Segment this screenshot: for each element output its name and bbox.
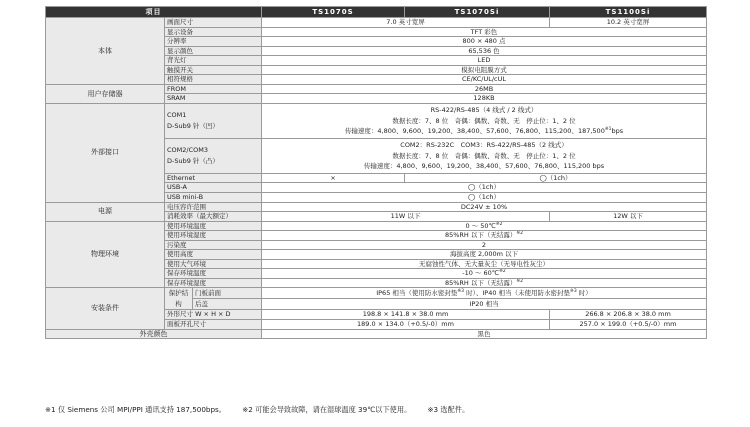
cell-value: 189.0 × 134.0（+0.5/-0）mm <box>262 320 550 330</box>
cell-value: 128KB <box>262 94 707 104</box>
cell-value: 海拔高度 2,000m 以下 <box>262 250 707 260</box>
note-ref: ※3 <box>457 289 465 295</box>
com2-label-line: COM2/COM3 <box>167 146 208 155</box>
category-power: 电源 <box>46 202 165 221</box>
note-ref: ※2 <box>516 231 524 237</box>
cell-value <box>262 278 707 288</box>
category-install: 安装条件 <box>46 288 165 329</box>
footnote: ※3 选配件。 <box>427 405 470 414</box>
cell-value <box>262 288 707 299</box>
header-item: 项目 <box>46 7 262 18</box>
cell-value: ◯（1ch） <box>262 183 707 193</box>
value-text: IP65 相当（使用防水密封垫 <box>376 289 458 298</box>
row-label: 相符规格 <box>165 75 262 85</box>
cell-value: TFT 彩色 <box>262 27 707 37</box>
cell-value: 12W 以下 <box>550 212 707 222</box>
cell-value-com1 <box>262 103 707 138</box>
com1-line: 数据长度：7、8 位 奇偶：偶数、奇数、无 停止位：1、2 位 <box>392 116 576 125</box>
cell-value: 800 × 480 点 <box>262 37 707 47</box>
cell-value: 7.0 英寸宽屏 <box>262 18 550 28</box>
cell-value <box>262 269 707 279</box>
row-label: 后盖 <box>193 299 262 310</box>
cell-value: 黑色 <box>262 329 707 339</box>
table-row <box>46 84 707 94</box>
cell-value: 26MB <box>262 84 707 94</box>
cell-value: × <box>262 173 405 183</box>
row-label: 画面尺寸 <box>165 18 262 28</box>
table-row <box>46 329 707 339</box>
value-text: 时）、IP40 相当（未使用防水密封垫 <box>464 289 571 298</box>
table-row <box>46 202 707 212</box>
cell-value: 198.8 × 141.8 × 38.0 mm <box>262 310 550 320</box>
value-text: 85%RH 以下（无结露） <box>444 278 517 287</box>
row-label: Ethernet <box>165 173 262 183</box>
cell-value: LED <box>262 56 707 66</box>
note-ref: ※1 <box>604 127 612 133</box>
com1-line-speed <box>264 126 704 137</box>
header-row <box>46 7 707 18</box>
row-label: 面板开孔尺寸 <box>165 320 262 330</box>
cell-value <box>262 231 707 241</box>
row-label: 门板前面 <box>193 288 262 299</box>
cell-value: 11W 以下 <box>262 212 550 222</box>
com2-label-line: D-Sub9 针（凸） <box>167 156 219 165</box>
category-interfaces: 外部接口 <box>46 103 165 202</box>
com1-label-line: D-Sub9 针（凹） <box>167 121 219 130</box>
row-label-com2 <box>165 138 262 173</box>
category-environment: 物理环境 <box>46 221 165 288</box>
row-label: FROM <box>165 84 262 94</box>
row-label: SRAM <box>165 94 262 104</box>
cell-value: 65,536 色 <box>262 46 707 56</box>
note-ref: ※2 <box>516 278 524 284</box>
header-model-ts1070si: TS1070Si <box>405 7 550 18</box>
spec-table <box>45 6 707 339</box>
row-label: 显示颜色 <box>165 46 262 56</box>
footnote: ※2 可能会导致故障，请在湿球温度 39℃以下使用。 <box>242 405 412 414</box>
row-label: 使用环境湿度 <box>165 231 262 241</box>
row-label: 分辨率 <box>165 37 262 47</box>
value-text: 0 ～ 50℃ <box>465 221 496 230</box>
com1-line: RS-422/RS-485（4 线式 / 2 线式） <box>430 106 538 115</box>
note-ref: ※3 <box>570 289 577 295</box>
cell-value <box>262 221 707 231</box>
cell-value-com2 <box>262 138 707 173</box>
row-label: 使用环境温度 <box>165 221 262 231</box>
cell-value: ◯（1ch） <box>262 193 707 203</box>
cell-value: 10.2 英寸宽屏 <box>550 18 707 28</box>
category-housing: 外壳颜色 <box>46 329 262 339</box>
value-text: 时） <box>576 289 592 298</box>
com1-label-line: COM1 <box>167 111 187 120</box>
com2-line: 数据长度：7、8 位 奇偶：偶数、奇数、无 停止位：1、2 位 <box>392 151 576 160</box>
cell-value: IP20 相当 <box>262 299 707 310</box>
table-row <box>46 18 707 28</box>
cell-value: 266.8 × 206.8 × 38.0 mm <box>550 310 707 320</box>
note-ref: ※2 <box>495 221 503 227</box>
header-model-ts1070s: TS1070S <box>262 7 405 18</box>
row-label: 背光灯 <box>165 56 262 66</box>
table-row <box>46 288 707 299</box>
header-model-ts1100si: TS1100Si <box>550 7 707 18</box>
com2-line: 传输速度：4,800、9,600、19,200、38,400、57,600、76,800、115,200 bps <box>363 162 605 171</box>
row-label: 使用高度 <box>165 250 262 260</box>
row-label: 外形尺寸 W × H × D <box>165 310 262 320</box>
row-label: 电压容许范围 <box>165 202 262 212</box>
cell-value: 模拟电阻膜方式 <box>262 65 707 75</box>
category-storage: 用户存储器 <box>46 84 165 103</box>
cell-value: CE/KC/UL/cUL <box>262 75 707 85</box>
row-label: 消耗效率（最大额定） <box>165 212 262 222</box>
row-label: USB mini-B <box>165 193 262 203</box>
table-row <box>46 103 707 138</box>
cell-value: DC24V ± 10% <box>262 202 707 212</box>
note-ref: ※2 <box>499 269 506 275</box>
value-text: -10 ～ 60℃ <box>462 269 500 278</box>
row-label: USB-A <box>165 183 262 193</box>
table-row <box>46 221 707 231</box>
com2-line: COM2：RS-232C COM3：RS-422/RS-485（2 线式） <box>400 141 568 150</box>
footnotes <box>45 405 483 415</box>
cell-value: ◯（1ch） <box>405 173 707 183</box>
value-text: 85%RH 以下（无结露） <box>444 231 517 240</box>
row-label: 使用大气环境 <box>165 259 262 269</box>
com1-speed-unit: bps <box>611 127 624 136</box>
row-label: 触摸开关 <box>165 65 262 75</box>
cell-value: 无腐蚀性气体、无大量灰尘（无导电性灰尘） <box>262 259 707 269</box>
com1-speed-text: 传输速度：4,800、9,600、19,200、38,400、57,600、76,800、115,200、187,500 <box>344 127 605 136</box>
row-label-com1 <box>165 103 262 138</box>
category-body: 本体 <box>46 18 165 85</box>
row-label: 污染度 <box>165 240 262 250</box>
row-label: 保存环境温度 <box>165 269 262 279</box>
cell-value: 2 <box>262 240 707 250</box>
row-label: 显示设备 <box>165 27 262 37</box>
row-label-protection: 保护结构 <box>165 288 193 310</box>
row-label: 保存环境湿度 <box>165 278 262 288</box>
footnote: ※1 仅 Siemens 公司 MPI/PPI 通讯支持 187,500bps。 <box>45 405 226 414</box>
cell-value: 257.0 × 199.0（+0.5/-0）mm <box>550 320 707 330</box>
